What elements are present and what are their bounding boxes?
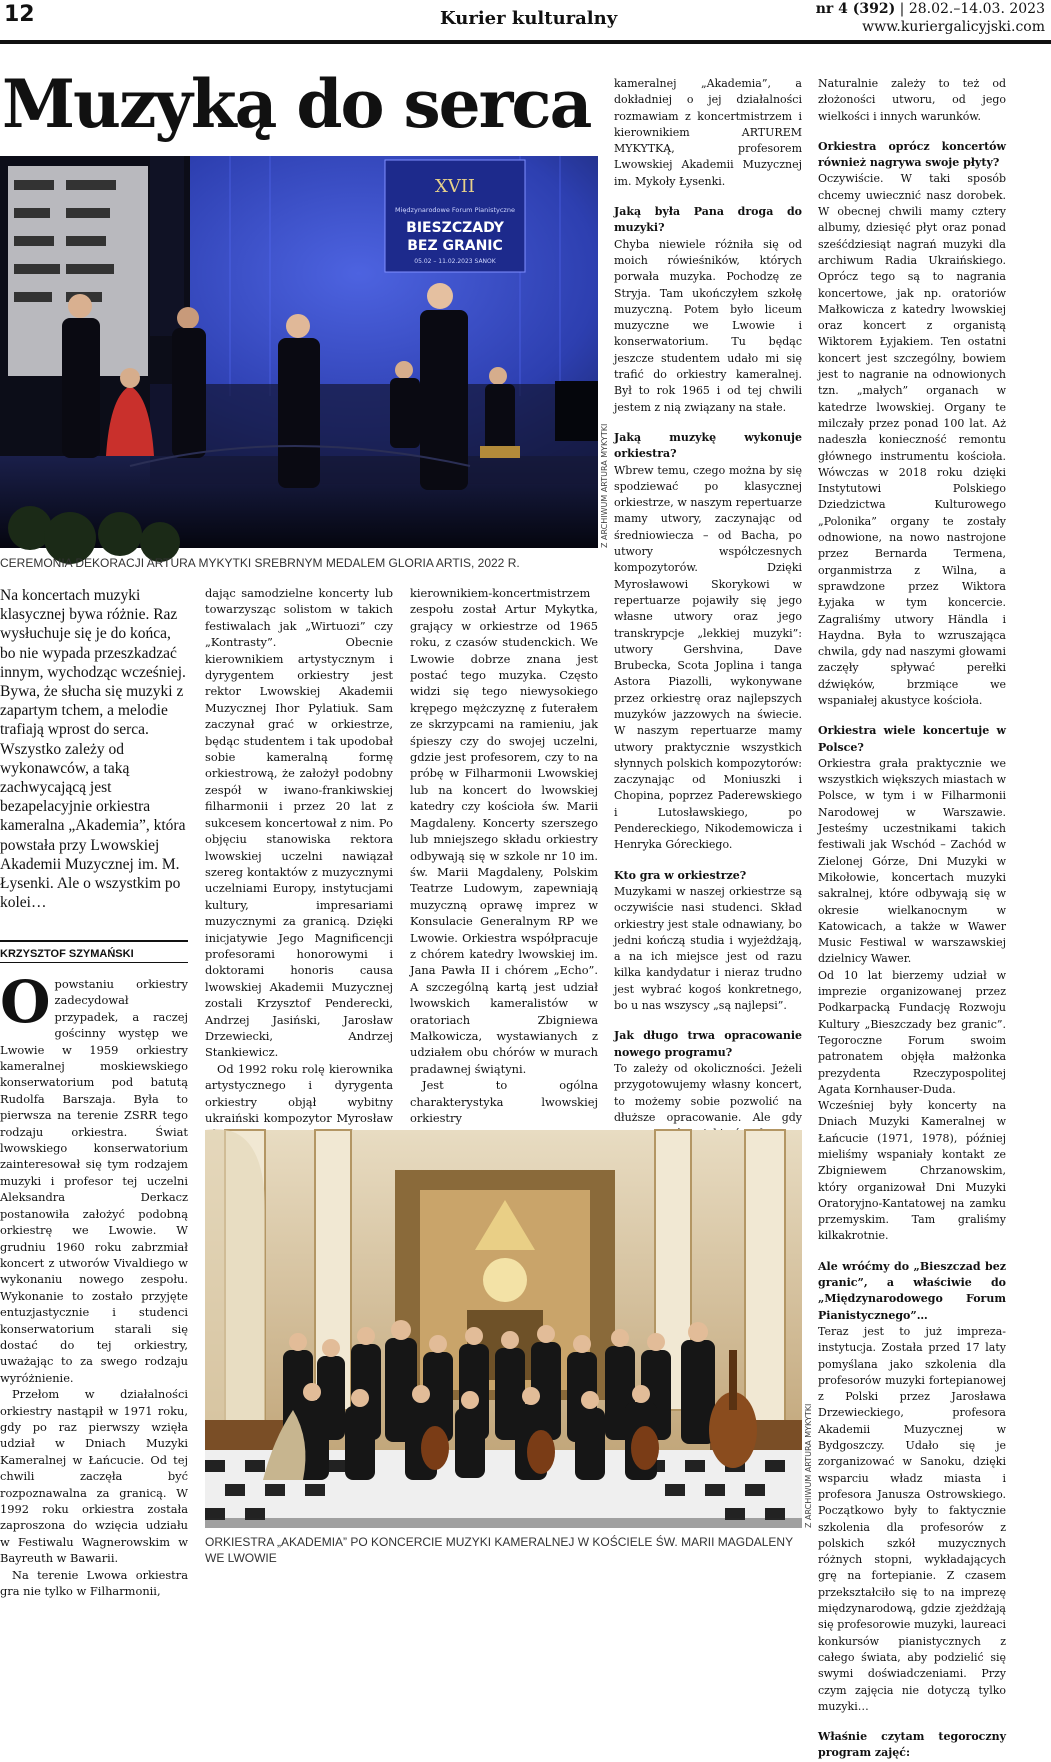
- question-8: Właśnie czytam tegoroczny program zajęć:: [818, 1730, 1006, 1760]
- ceremony-photo-image: [0, 156, 598, 548]
- page-number: 12: [4, 2, 35, 27]
- answer-4-continued: Naturalnie zależy to też od złożoności utworu, od jego wielkości i innych warunków.: [818, 77, 1006, 123]
- banner-title-1: BIESZCZADY: [406, 220, 504, 236]
- author-byline: KRZYSZTOF SZYMAŃSKI: [0, 940, 188, 963]
- column1-paragraph-1: powstaniu orkiestry zadecydował przypadek, a raczej gościnny występ we Lwowie w 1959 orkiestry kameralnej moskiewskiego konserwatorium pod batutą Rudolfa Barszaja. Była to pierwsza na terenie ZSRR tego rodzaju orkiestra. Świat lwowskiego konserwatorium zainteresował się tym rodzajem muzyki i profesor tej uczelni Aleksandra Derkacz postanowiła założyć podobną orkiestrę we Lwowie. W grudniu 1960 roku zabrzmiał koncert z utworów Vivaldiego w wykonaniu nowego zespołu. Wykonanie to zostało przyjęte entuzjastycznie i studenci konserwatorium starali się dostać do tej orkiestry, uważając to za swego rodzaju wyróżnienie.: [0, 977, 188, 1385]
- column3-paragraph-1: kierownikiem-koncertmistrzem zespołu został Artur Mykytka, grający w orkiestrze od 1965 roku, z czasów studenckich. We Lwowie dobrze znana jest postać tego muzyka. Często widzi się tego niewysokiego krępego mężczyznę z futerałem ze skrzypcami na ramieniu, jak śpieszy czy do swojej uczelni, gdzie jest profesorem, czy to na próbę w Filharmonii Lwowskiej lub na koncert do lwowskiej katedry czy kościoła św. Marii Magdaleny. Koncerty szerszego lub mniejszego składu orkiestry odbywają się w szkole nr 10 im. św. Marii Magdaleny, Polskim Teatrze Ludowym, zapewniają muzyczną oprawę imprez w Konsulacie Generalnym RP we Lwowie. Orkiestra współpracuje z chórem katedry lwowskiej im. Jana Pawła II i chórem „Echo”. A szczególną kartą jest udział lwowskich kameralistów w oratoriach Zbigniewa Małkowicza, wystawianych z udziałem obu chórów w murach pradawnej świątyni.: [410, 586, 598, 1076]
- body-column-2: [205, 585, 393, 1126]
- banner-dates: 05.02 – 11.02.2023 SANOK: [414, 258, 496, 265]
- issue-info: [816, 0, 1045, 36]
- answer-4: To zależy od okoliczności. Jeżeli przygotowujemy własny koncert, to możemy sobie pozwolić na dłuższe opracowanie. Ale gdy: [614, 1061, 802, 1124]
- question-7: Ale wróćmy do „Bieszczad bez granic”, a właściwie do „Międzynarodowego Forum Pianistycznego”…: [818, 1259, 1006, 1322]
- banner-title-2: BEZ GRANIC: [407, 238, 503, 254]
- question-2: Jaką muzykę wykonuje orkiestra?: [614, 430, 802, 461]
- ceremony-photo: [0, 156, 598, 548]
- article-title: Muzyką do serca: [2, 65, 591, 143]
- answer-6-part-2: Od 10 lat bierzemy udział w imprezie organizowanej przez Podkarpacką Fundację Rozwoju Kultury „Bieszczady bez granic”. Tegoroczne Forum swoim patronatem objęła małżonka prezydenta Rzeczypospolitej Agata Kornhauser-Duda.: [818, 968, 1006, 1096]
- website-link[interactable]: www.kuriergalicyjski.com: [862, 19, 1045, 35]
- orchestra-photo-caption: ORKIESTRA „AKADEMIA” PO KONCERCIE MUZYKI KAMERALNEJ W KOŚCIELE ŚW. MARII MAGDALENY WE LWOWIE: [205, 1535, 793, 1565]
- banner-subtitle: Międzynarodowe Forum Pianistyczne: [395, 206, 515, 214]
- question-6: Orkiestra wiele koncertuje w Polsce?: [818, 724, 1006, 754]
- column2-paragraph-1: dając samodzielne koncerty lub towarzysząc solistom w takich festiwalach jak „Wirtuozi” czy „Kontrasty”. Obecnie kierownikiem artystycznym i dyrygentem orkiestry jest rektor Lwowskiej Akademii Muzycznej Ihor Pylatiuk. Sam zaczynał grać w orkiestrze, będąc studentem i tak upodobał sobie kameralną formę orkiestrową, że założył podobny zespół w iwano-frankiwskiej filharmonii i przez 20 lat z sukcesem koncertował z nim. Po objęciu stanowiska rektora lwowskiej uczelni nawiązał szereg kontaktów z muzycznymi uczelniami Europy, instytucjami kultury, impresariami muzycznymi za granicą. Dzięki inicjatywie Jego Magnificencji profesorami honorowymi i doktorami honoris causa lwowskiej Akademii Muzycznej zostali Krzysztof Penderecki, Andrzej Jasiński, Jarosław Drzewiecki, Andrzej Stankiewicz.: [205, 586, 393, 1060]
- column3-paragraph-2: Jest to ogólna charakterystyka lwowskiej orkiestry: [410, 1078, 598, 1125]
- body-column-3: [410, 585, 598, 1126]
- answer-6: Orkiestra grała praktycznie we wszystkich większych miastach w Polsce, w tym i w Filharmonii Narodowej w Warszawie. Jesteśmy uczestnikami takich festiwali jak Wschód – Zachód w Zielonej Górze, Dni Muzyki w Mikołowie, koncertach muzyki sakralnej, które odbywają się w okresie wielkanocnym w Katowicach, a także w Wawer Music Festiwal w warszawskiej dzielnicy Wawer.: [818, 756, 1006, 966]
- interview-column-4: [614, 76, 802, 1126]
- page-header: [0, 0, 1051, 44]
- answer-3: Muzykami w naszej orkiestrze są oczywiście nasi studenci. Skład orkiestry jest stale odnawiany, bo jedni kończą studia i wyjeżdżają, a na ich miejsce jest od razu kilka kandydatur i nieraz trudno jest wybrać kogoś konkretnego, bo u nas wszyscy „są najlepsi”.: [614, 884, 802, 1013]
- orchestra-photo-credit: Z ARCHIWUM ARTURA MYKYTKI: [804, 1403, 813, 1528]
- question-4: Jak długo trwa opracowanie nowego programu?: [614, 1029, 802, 1059]
- answer-2: Wbrew temu, czego można by się spodziewać po klasycznej orkiestrze, w naszym repertuarze mamy utwory, zaczynając od średniowiecza – od Bacha, po utwory współczesnych kompozytorów. Dzięki Myrosławowi Skorykowi w repertuarze pojawiły się jego własne utwory oraz jego transkrypcje „lekkiej muzyki”: utwory Gershvina, Dave Brubecka, Scota Joplina i tanga Astora Piazolli, wykonywane przez orkiestrę oraz najlepszych muzyków jazzowych na świecie. W naszym repertuarze mamy utwory praktycznie wszystkich słynnych polskich kompozytorów: zaczynając od Moniuszki i Chopina, poprzez Paderewskiego i Lutosławskiego, po Pendereckiego, Nikodemowicza i Henryka Góreckiego.: [614, 463, 802, 852]
- drop-cap: O: [0, 968, 51, 1036]
- answer-7: Teraz jest to już impreza-instytucja. Została przed 17 laty pomyślana jako szkolenia dla profesorów muzyki fortepianowej z Polski przez Jarosława Drzewieckiego, profesora Akademii Muzycznej w Bydgoszczy. Udało się je zorganizować w Sanoku, dzięki wsparciu władz miasta i profesora Janusza Ostrowskiego. Początkowo były to faktycznie szkolenia dla profesorów z polskich szkół muzycznych różnych stopni, wykładających grę na fortepianie. Z czasem przekształciło się to na imprezę międzynarodową, gdzie zjeżdżają się profesorowie muzyki, laureaci konkursów pianistycznych z całego świata, aby podzielić się swymi doświadczeniami. Przy czym zajęcia nie dotyczą tylko muzyki…: [818, 1324, 1006, 1713]
- body-column-1: [0, 968, 188, 1634]
- column1-paragraph-3: Na terenie Lwowa orkiestra gra nie tylko w Filharmonii,: [0, 1567, 188, 1599]
- question-1: Jaką była Pana droga do muzyki?: [614, 205, 802, 235]
- issue-number: nr 4 (392): [815, 1, 896, 17]
- orchestra-photo: [205, 1130, 802, 1528]
- ceremony-photo-credit: Z ARCHIWUM ARTURA MYKYTKI: [600, 423, 609, 548]
- ceremony-photo-caption: CEREMONIA DEKORACJI ARTURA MYKYTKI SREBRNYM MEDALEM GLORIA ARTIS, 2022 R.: [0, 556, 520, 570]
- orchestra-photo-image: [205, 1130, 802, 1528]
- interview-column-5: [818, 76, 1006, 1760]
- issue-dates: | 28.02.–14.03. 2023: [895, 1, 1045, 17]
- question-3: Kto gra w orkiestrze?: [614, 868, 747, 882]
- section-title: Kurier kulturalny: [440, 8, 618, 29]
- question-5: Orkiestra oprócz koncertów również nagrywa swoje płyty?: [818, 139, 1006, 170]
- column2-paragraph-2: Od 1992 roku rolę kierownika artystycznego i dyrygenta orkiestry objął wybitny ukraiński kompozytor Myrosław: [205, 1061, 393, 1125]
- article-lead: Na koncertach muzyki klasycznej bywa różnie. Raz wysłuchuje się je do końca, bo nie wypada przeszkadzać innym, wychodząc wcześniej. Bywa, że słucha się muzyki z zapartym tchem, a melodie trafiają wprost do serca. Wszystko zależy od wykonawców, a taką zachwycającą jest bezapelacyjnie orkiestra kameralna „Akademia”, która powstała przy Lwowskiej Akademii Muzycznej im. M. Łysenki. Ale o wszystkim po kolei…: [0, 587, 186, 912]
- interview-intro: kameralnej „Akademia”, a dokładniej o jej działalności rozmawiam z koncertmistrzem i kierownikiem ARTUREM MYKYTKĄ, profesorem Lwowskiej Akademii Muzycznej im. Mykoły Łysenki.: [614, 77, 802, 188]
- column1-paragraph-2: Przełom w działalności orkiestry nastąpił w 1971 roku, gdy po raz pierwszy wzięła udział w Dniach Muzyki Kameralnej w Łańcucie. Od tej chwili zaczęła być rozpoznawalna za granicą. W 1992 roku orkiestra została zaproszona do wzięcia udziału w Festiwalu Wagnerowskim w Bayreuth w Bawarii.: [0, 1387, 188, 1566]
- banner-edition: XVII: [434, 176, 476, 197]
- answer-6-part-3: Wcześniej były koncerty na Dniach Muzyki Kameralnej w Łańcucie (1971, 1978), później mieliśmy wspaniały kontakt ze Zbigniewem Chrzanowskim, który organizował Dni Muzyki Oratoryjno-Kantatowej na zamku przemyskim. Tam graliśmy kilkakrotnie.: [818, 1099, 1006, 1243]
- answer-1: Chyba niewiele różniła się od moich rówieśników, których porwała muzyka. Pochodzę ze Stryja. Tam ukończyłem szkołę muzyczną. Potem było liceum muzyczne we Lwowie i konserwatorium. Tu będąc jeszcze studentem udało mi się trafić do orkiestry kameralnej. Był to rok 1965 i od tej chwili jestem z nią związany na stałe.: [614, 237, 802, 414]
- answer-5: Oczywiście. W taki sposób chcemy uwiecznić nasz dorobek. W obecnej chwili mamy cztery albumy, dziesięć płyt oraz ponad sześćdziesiąt nagrań muzyki dla archiwum Radia Ukraińskiego. Oprócz tego są to nagrania koncertowe, jak np. oratoriów Małkowicza z katedry lwowskiej oraz koncert z organistą Wiktorem Łyjakiem. Ten ostatni koncert jest szczególny, bowiem jest to nagranie na odnowionych tzn. „małych” organach w katedrze lwowskiej. Organy te milczały przez ponad 100 lat. Aż nadeszła konieczność remontu głównego instrumentu kościoła. Wówczas w 2018 roku dzięki Instytutowi Polskiego Dziedzictwa Kulturowego „Polonika” organy te zostały odnowione, na nowo nastrojone przez Bernarda Termena, organmistrza z Wilna, a sprawdzone przez Wiktora Łyjaka w tym koncercie. Zagraliśmy utwory Händla i Haydna. Była to wzruszająca chwila, gdy nad naszymi głowami zaczęły spływać perełki dźwięków, brzmiące we wspaniałej akustyce kościoła.: [818, 172, 1006, 707]
